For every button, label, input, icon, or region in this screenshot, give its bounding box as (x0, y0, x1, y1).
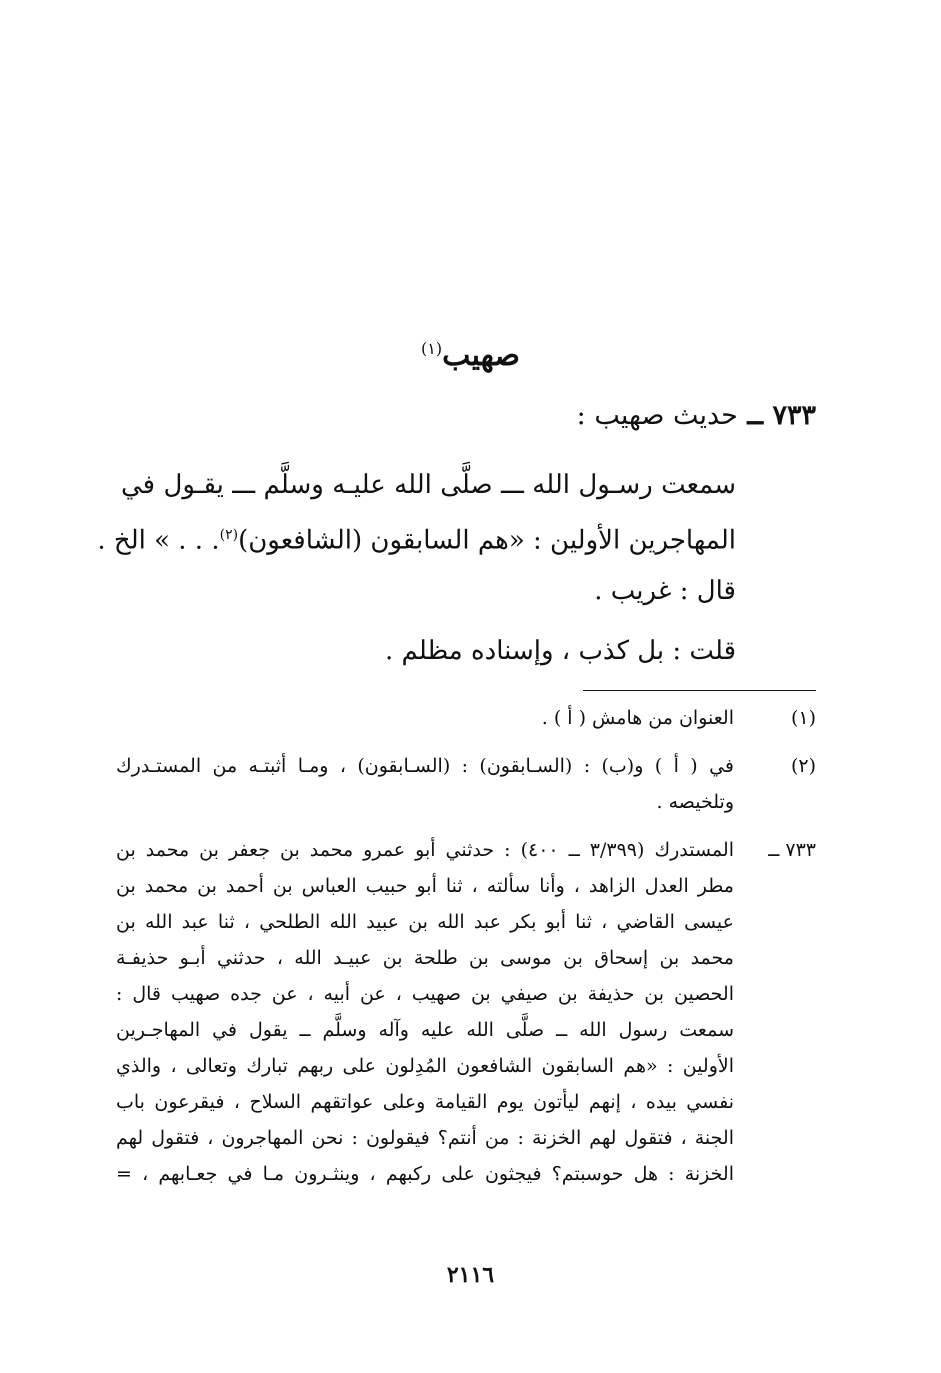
footnote-line: نفسي بيده ، إنهم ليأتون يوم القيامة وعلى عواتقهم السلاح ، فيقرعون باب (116, 1091, 734, 1113)
section-title-footnote-ref: (١) (421, 339, 443, 358)
footnote-separator (583, 690, 816, 691)
hadith-number: ٧٣٣ (772, 400, 816, 431)
footnote-line: مطر العدل الزاهد ، وأنا سألته ، ثنا أبو حبيب العباس بن أحمد بن محمد بن (116, 875, 734, 897)
hadith-heading (577, 400, 816, 431)
page-number: ٢١١٦ (446, 1262, 495, 1288)
hadith-heading-text: حديث صهيب : (576, 400, 738, 431)
footnote-line: المستدرك (٣/٣٩٩ ــ ٤٠٠) : حدثني أبو عمرو محمد بن جعفر بن محمد بن (116, 839, 734, 861)
footnote-line: الجنة ، فتقول لهم الخزنة : من أنتم؟ فيقولون : نحن المهاجرون ، فتقول لهم (116, 1127, 734, 1149)
footnote-line: سمعت رسول الله ــ صلَّى الله عليه وآله وسلَّم ــ يقول في المهاجـرين (116, 1019, 734, 1041)
footnote-line: الحصين بن حذيفة بن صيفي بن صهيب ، عن أبيه ، عن جده صهيب قال : (116, 983, 734, 1005)
section-title (0, 338, 941, 373)
section-title-text: صهيب (442, 338, 520, 373)
footnote-2 (116, 748, 816, 820)
hadith-line-2a: المهاجرين الأولين : «هم السابقون (الشافعون) (238, 525, 736, 556)
footnote-number: ٧٣٣ ــ (768, 839, 816, 861)
hadith-line-2b: . . . » الخ . (97, 525, 220, 556)
footnote-line: الخزنة : هل حوسبتم؟ فيجثون على ركبهم ، وينثـرون مـا في جعـابهم ، = (116, 1163, 734, 1185)
footnote-line: في ( أ ) و(ب) : (السـابقون) : (السـابقون) ، ومـا أثبتـه من المستـدرك (116, 755, 734, 777)
hadith-dash: ــ (747, 400, 764, 431)
hadith-line-3: قال : غريب . (594, 575, 736, 606)
footnote-line: محمد بن إسحاق بن موسى بن طلحة بن عبيـد الله ، حدثني أبـو حذيفـة (116, 947, 734, 969)
footnote-number: (٢) (790, 755, 816, 777)
footnotes (116, 700, 816, 1204)
footnote-line: الأولين : «هم السابقون الشافعون المُدِلون على ربهم تبارك وتعالى ، والذي (116, 1055, 734, 1077)
footnote-line: عيسى القاضي ، ثنا أبو بكر عبد الله بن عبيد الله الطلحي ، ثنا عبد الله بن (116, 911, 734, 933)
hadith-line-1: سمعت رسـول الله ـــ صلَّى الله عليـه وسلَّم ـــ يقـول في (121, 470, 736, 500)
hadith-body (97, 460, 736, 676)
footnote-number: (١) (790, 707, 816, 729)
hadith-line-4: قلت : بل كذب ، وإسناده مظلم . (385, 635, 736, 666)
hadith-footnote-ref: (٢) (219, 527, 239, 543)
footnote-733 (116, 832, 816, 1192)
hadith-line-2 (97, 510, 736, 566)
footnote-line: وتلخيصه . (656, 791, 734, 813)
footnote-line: العنوان من هامش ( أ ) . (541, 707, 734, 729)
footnote-1 (116, 700, 816, 736)
